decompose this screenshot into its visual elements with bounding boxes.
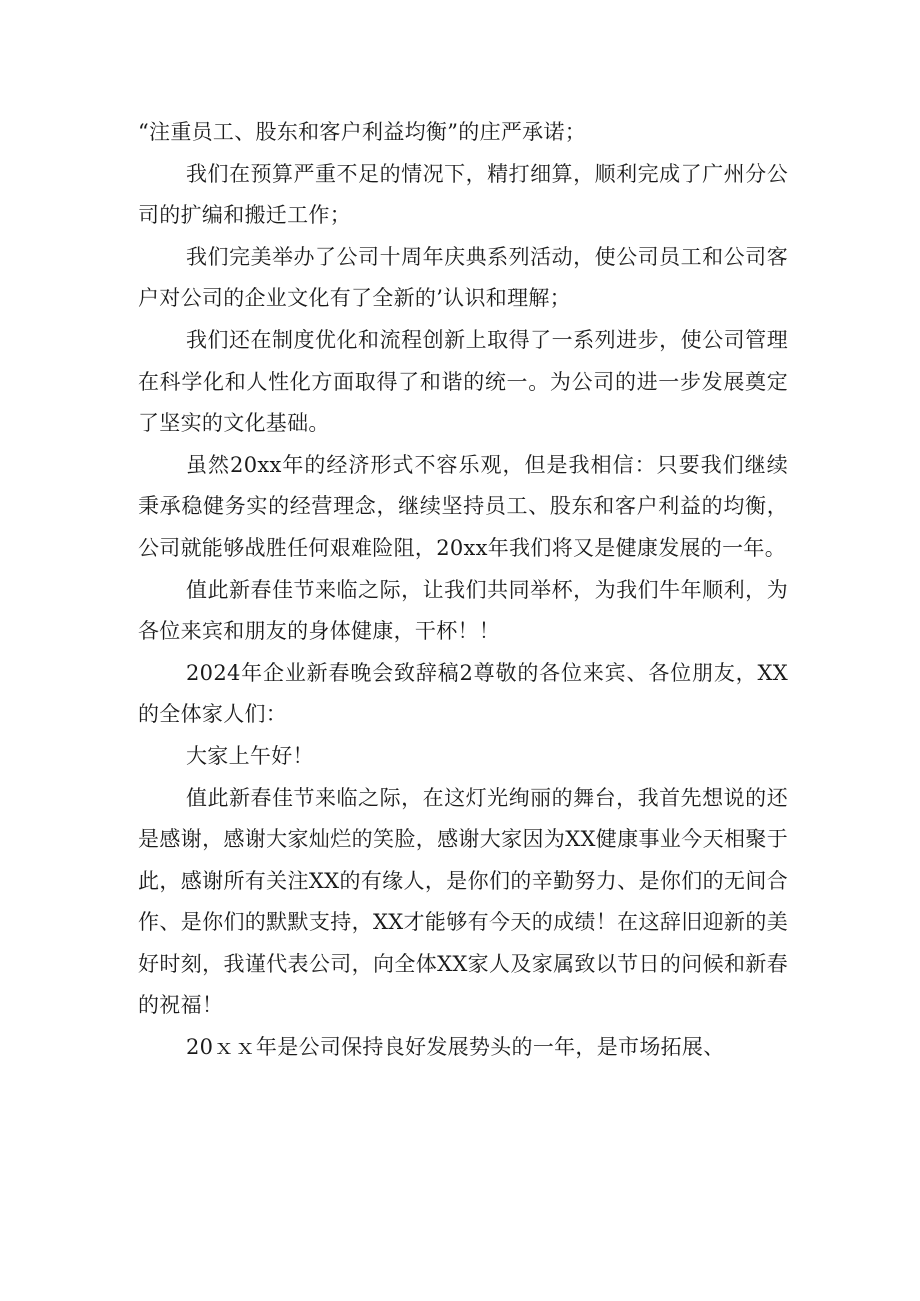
paragraph-6: 值此新春佳节来临之际，让我们共同举杯，为我们牛年顺利，为各位来宾和朋友的身体健康，干杯！！ [138,577,788,644]
paragraph-9: 值此新春佳节来临之际，在这灯光绚丽的舞台，我首先想说的还是感谢，感谢大家灿烂的笑脸，感谢大家因为XX健康事业今天相聚于此，感谢所有关注XX的有缘人，是你们的辛勤努力、是你们的无间合作、是你们的默默支持，XX才能够有今天的成绩！在这辞旧迎新的美好时刻，我谨代表公司，向全体XX家人及家属致以节日的问候和新春的祝福！ [138,785,788,1018]
paragraph-5: 虽然20xx年的经济形式不容乐观，但是我相信：只要我们继续秉承稳健务实的经营理念，继续坚持员工、股东和客户利益的均衡，公司就能够战胜任何艰难险阻，20xx年我们将又是健康发展的一年。 [138,452,788,560]
paragraph-2: 我们在预算严重不足的情况下，精打细算，顺利完成了广州分公司的扩编和搬迁工作； [138,161,788,228]
paragraph-10: 20ｘｘ年是公司保持良好发展势头的一年，是市场拓展、 [186,1035,725,1060]
paragraph-1: “注重员工、股东和客户利益均衡”的庄严承诺； [138,120,587,144]
paragraph-3: 我们完美举办了公司十周年庆典系列活动，使公司员工和公司客户对公司的企业文化有了全新的’认识和理解； [138,244,788,311]
paragraph-4: 我们还在制度优化和流程创新上取得了一系列进步，使公司管理在科学化和人性化方面取得了和谐的统一。为公司的进一步发展奠定了坚实的文化基础。 [138,327,788,436]
document-body [138,112,788,1069]
paragraph-8: 大家上午好！ [186,743,314,768]
paragraph-7: 2024年企业新春晚会致辞稿2尊敬的各位来宾、各位朋友，XX的全体家人们： [138,660,788,727]
